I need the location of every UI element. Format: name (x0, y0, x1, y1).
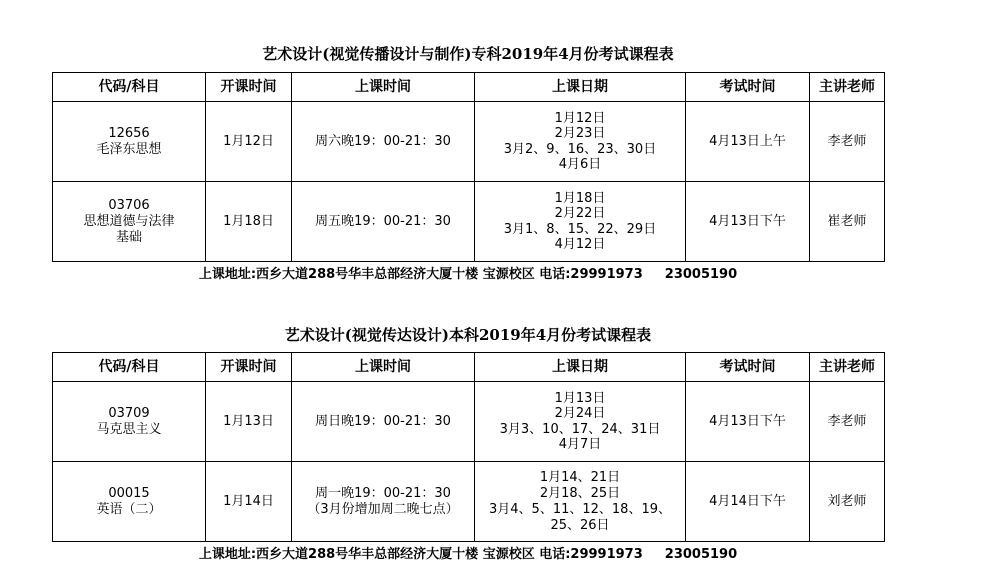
class-date-line: 2月22日 (554, 206, 606, 221)
table-row (53, 102, 885, 182)
header-class-time: 上课时间 (292, 353, 475, 382)
class-time-cell (292, 182, 475, 262)
class-time-cell (292, 382, 475, 462)
course-subject: 毛泽东思想 (96, 141, 162, 157)
header-teacher: 主讲老师 (810, 353, 885, 382)
phone-number: 23005190 (664, 547, 738, 562)
teacher-cell: 刘老师 (810, 462, 885, 542)
course-code: 12656 (108, 125, 150, 141)
class-time-cell (292, 102, 475, 182)
header-code-subject: 代码/科目 (53, 73, 206, 102)
course-subject: 马克思主义 (96, 421, 162, 437)
class-date-line: 4月12日 (554, 237, 606, 252)
table-row (53, 382, 885, 462)
class-time-line: 周六晚19：00-21：30 (315, 133, 451, 149)
table-header-row (53, 353, 885, 382)
course-subject: 英语（二） (96, 501, 162, 517)
code-subject-cell (53, 182, 206, 262)
header-start-date: 开课时间 (206, 73, 292, 102)
header-code-subject: 代码/科目 (53, 353, 206, 382)
class-time-cell (292, 462, 475, 542)
class-date-line: 4月7日 (558, 437, 602, 452)
class-date-line: 1月12日 (554, 110, 606, 126)
start-date-cell: 1月14日 (206, 462, 292, 542)
start-date-cell: 1月12日 (206, 102, 292, 182)
class-date-line: 1月13日 (554, 390, 606, 406)
table-row (53, 182, 885, 262)
course-code: 03706 (108, 197, 150, 213)
class-date-line: 3月3、10、17、24、31日 (499, 421, 661, 437)
exam-time-cell: 4月13日上午 (686, 102, 810, 182)
header-class-dates: 上课日期 (475, 353, 686, 382)
class-date-line: 2月23日 (554, 126, 606, 141)
class-time-line: 周五晚19：00-21：30 (315, 213, 451, 229)
course-subject: 思想道德与法律 (83, 213, 175, 229)
course-subject: 基础 (115, 229, 142, 245)
class-dates-cell (475, 182, 686, 262)
class-dates-cell (475, 462, 686, 542)
class-date-line: 4月6日 (558, 157, 602, 172)
exam-time-cell: 4月13日下午 (686, 182, 810, 262)
table-row (53, 462, 885, 542)
class-time-line: 周日晚19：00-21：30 (315, 413, 451, 429)
exam-time-cell: 4月13日下午 (686, 382, 810, 462)
header-class-dates: 上课日期 (475, 73, 686, 102)
course-code: 00015 (108, 485, 150, 501)
start-date-cell: 1月18日 (206, 182, 292, 262)
class-dates-cell (475, 102, 686, 182)
phone-number: 23005190 (664, 267, 738, 282)
course-code: 03709 (108, 405, 150, 421)
teacher-cell: 李老师 (810, 102, 885, 182)
schedule-title: 艺术设计(视觉传播设计与制作)专科2019年4月份考试课程表 (262, 45, 674, 63)
class-time-note: （3月份增加周二晚七点） (307, 501, 459, 517)
address-footer (52, 263, 884, 282)
class-date-line: 2月24日 (554, 406, 606, 421)
start-date-cell: 1月13日 (206, 382, 292, 462)
code-subject-cell (53, 382, 206, 462)
header-exam-time: 考试时间 (686, 353, 810, 382)
class-date-line: 3月4、5、11、12、18、19、 (489, 501, 671, 517)
teacher-cell: 崔老师 (810, 182, 885, 262)
address-footer (52, 543, 884, 562)
exam-time-cell: 4月14日下午 (686, 462, 810, 542)
address-text: 上课地址:西乡大道288号华丰总部经济大厦十楼 宝源校区 电话:29991973 (198, 547, 643, 562)
table-header-row (53, 73, 885, 102)
exam-schedule-table (52, 72, 885, 262)
header-class-time: 上课时间 (292, 73, 475, 102)
address-text: 上课地址:西乡大道288号华丰总部经济大厦十楼 宝源校区 电话:29991973 (198, 267, 643, 282)
class-date-line: 2月18、25日 (539, 485, 621, 501)
class-date-line: 1月14、21日 (539, 469, 621, 485)
header-start-date: 开课时间 (206, 353, 292, 382)
class-date-line: 3月2、9、16、23、30日 (503, 141, 657, 157)
exam-schedule-table (52, 352, 885, 542)
header-teacher: 主讲老师 (810, 73, 885, 102)
code-subject-cell (53, 462, 206, 542)
code-subject-cell (53, 102, 206, 182)
class-dates-cell (475, 382, 686, 462)
teacher-cell: 李老师 (810, 382, 885, 462)
class-time-line: 周一晚19：00-21：30 (315, 485, 451, 501)
class-date-line: 25、26日 (550, 517, 610, 533)
class-date-line: 1月18日 (554, 190, 606, 206)
schedule-title: 艺术设计(视觉传达设计)本科2019年4月份考试课程表 (284, 326, 652, 344)
header-exam-time: 考试时间 (686, 73, 810, 102)
class-date-line: 3月1、8、15、22、29日 (503, 221, 657, 237)
